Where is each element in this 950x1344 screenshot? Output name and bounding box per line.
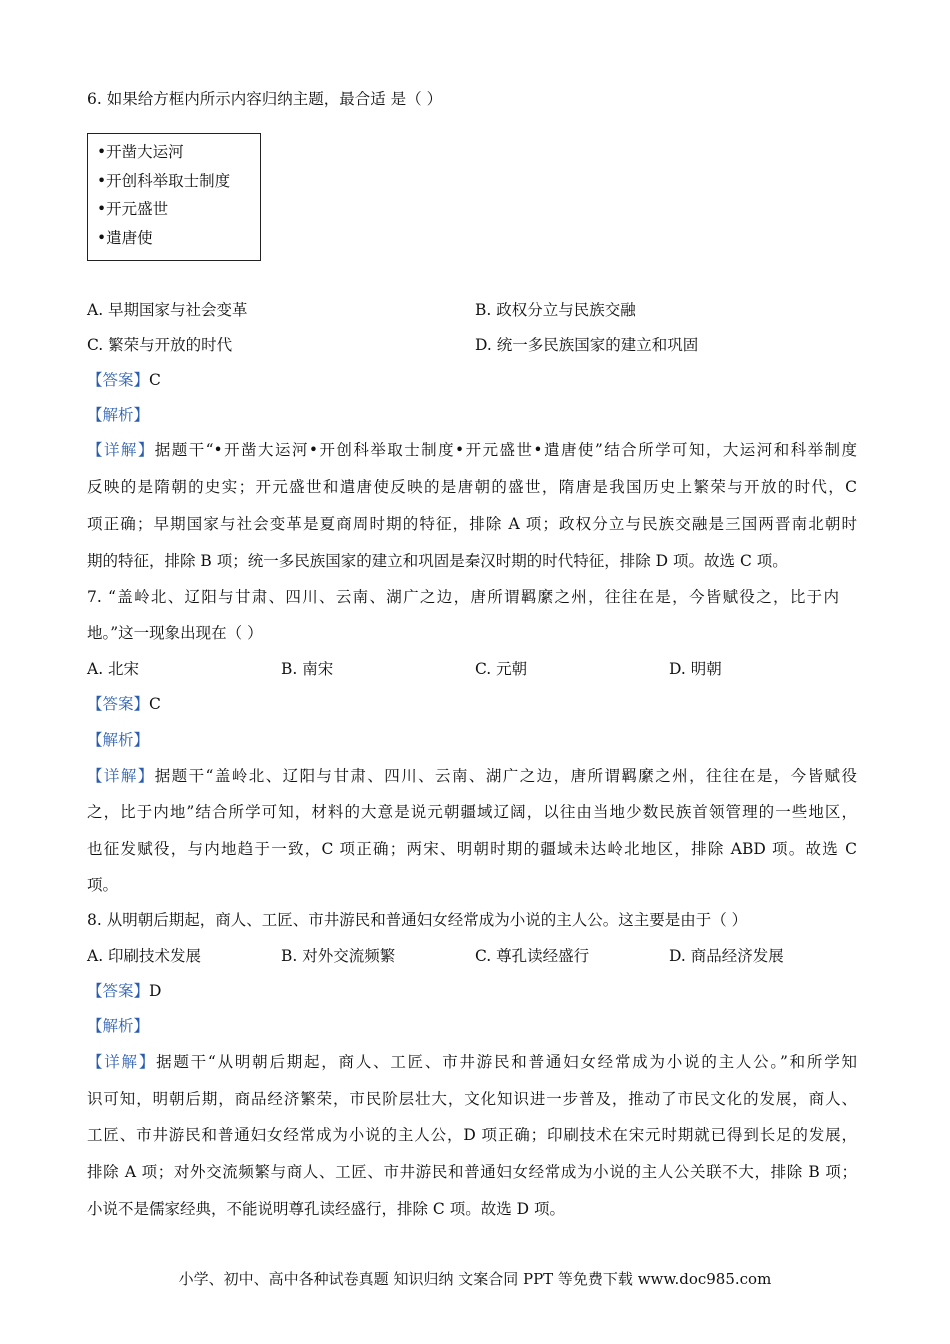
- q8-stem: 8. 从明朝后期起，商人、工匠、市井游民和普通妇女经常成为小说的主人公。这主要是由于（ ）: [87, 911, 748, 929]
- q6-content-box: [87, 133, 261, 261]
- q6-option-a: A. 早期国家与社会变革: [87, 301, 248, 319]
- q8-option-a: A. 印刷技术发展: [87, 947, 202, 965]
- q8-option-c: C. 尊孔读经盛行: [475, 947, 590, 965]
- q6-detail-line: [87, 439, 857, 461]
- q6-option-d: D. 统一多民族国家的建立和巩固: [475, 336, 699, 354]
- detail-tag: 【详解】: [87, 767, 155, 785]
- q6-option-b: B. 政权分立与民族交融: [475, 301, 636, 319]
- q6-option-c: C. 繁荣与开放的时代: [87, 336, 233, 354]
- q7-option-d: D. 明朝: [669, 660, 722, 678]
- q6-box-item: •开凿大运河: [97, 143, 184, 161]
- q7-stem-line: 7. “盖岭北、辽阳与甘肃、四川、云南、湖广之边，唐所谓羁縻之州，往往在是，今皆赋役之，比于内: [87, 588, 839, 606]
- q8-detail-line: 识可知，明朝后期，商品经济繁荣，市民阶层壮大，文化知识进一步普及，推动了市民文化的发展，商人、: [87, 1090, 857, 1108]
- q8-detail-line: 工匠、市井游民和普通妇女经常成为小说的主人公，D 项正确；印刷技术在宋元时期就已得到长足的发展，: [87, 1126, 857, 1144]
- q8-detail-line: 排除 A 项；对外交流频繁与商人、工匠、市井游民和普通妇女经常成为小说的主人公关联不大，排除 B 项；: [87, 1163, 857, 1181]
- q8-detail-line: 小说不是儒家经典，不能说明尊孔读经盛行，排除 C 项。故选 D 项。: [87, 1200, 565, 1218]
- detail-text: 据题干“盖岭北、辽阳与甘肃、四川、云南、湖广之边，唐所谓羁縻之州，往往在是，今皆赋役: [154, 767, 857, 785]
- q6-detail-line: 项正确；早期国家与社会变革是夏商周时期的特征，排除 A 项；政权分立与民族交融是三国两晋南北朝时: [87, 515, 857, 533]
- q7-stem-line: 地。”这一现象出现在（ ）: [87, 624, 263, 642]
- detail-tag: 【详解】: [87, 441, 155, 459]
- q7-analysis-tag: 【解析】: [87, 731, 150, 749]
- q7-detail-line: 项。: [87, 876, 119, 894]
- q7-option-c: C. 元朝: [475, 660, 528, 678]
- q6-box-item: •遣唐使: [97, 229, 153, 247]
- q7-answer: [87, 693, 161, 715]
- q8-detail-line: [87, 1051, 857, 1073]
- q8-option-b: B. 对外交流频繁: [281, 947, 396, 965]
- q7-detail-line: 之，比于内地”结合所学可知，材料的大意是说元朝疆域辽阔，以往由当地少数民族首领管理的一些地区，: [87, 803, 857, 821]
- answer-value: C: [149, 371, 161, 389]
- q6-box-item: •开创科举取士制度: [97, 172, 231, 190]
- answer-tag: 【答案】: [87, 695, 150, 713]
- q7-detail-line: [87, 765, 857, 787]
- q8-analysis-tag: 【解析】: [87, 1017, 150, 1035]
- answer-tag: 【答案】: [87, 982, 150, 1000]
- page-footer: 小学、初中、高中各种试卷真题 知识归纳 文案合同 PPT 等免费下载 www.doc985.com: [178, 1270, 772, 1288]
- answer-value: C: [149, 695, 161, 713]
- q6-answer: [87, 369, 161, 391]
- q6-detail-line: 期的特征，排除 B 项；统一多民族国家的建立和巩固是秦汉时期的时代特征，排除 D 项。故选 C 项。: [87, 552, 788, 570]
- q6-detail-line: 反映的是隋朝的史实；开元盛世和遣唐使反映的是唐朝的盛世，隋唐是我国历史上繁荣与开放的时代，C: [87, 478, 857, 496]
- detail-text: 据题干“•开凿大运河•开创科举取士制度•开元盛世•遣唐使”结合所学可知，大运河和科举制度: [154, 441, 857, 459]
- q7-option-a: A. 北宋: [87, 660, 140, 678]
- q6-box-item: •开元盛世: [97, 200, 169, 218]
- q6-stem: 6. 如果给方框内所示内容归纳主题，最合适 是（ ）: [87, 90, 443, 108]
- q7-detail-line: 也征发赋役，与内地趋于一致，C 项正确；两宋、明朝时期的疆域未达岭北地区，排除 ABD 项。故选 C: [87, 840, 857, 858]
- q7-option-b: B. 南宋: [281, 660, 334, 678]
- answer-value: D: [149, 982, 162, 1000]
- detail-tag: 【详解】: [87, 1053, 157, 1071]
- q8-option-d: D. 商品经济发展: [669, 947, 784, 965]
- q6-analysis-tag: 【解析】: [87, 406, 150, 424]
- answer-tag: 【答案】: [87, 371, 150, 389]
- detail-text: 据题干“从明朝后期起，商人、工匠、市井游民和普通妇女经常成为小说的主人公。”和所学知: [156, 1053, 857, 1071]
- q8-answer: [87, 980, 161, 1002]
